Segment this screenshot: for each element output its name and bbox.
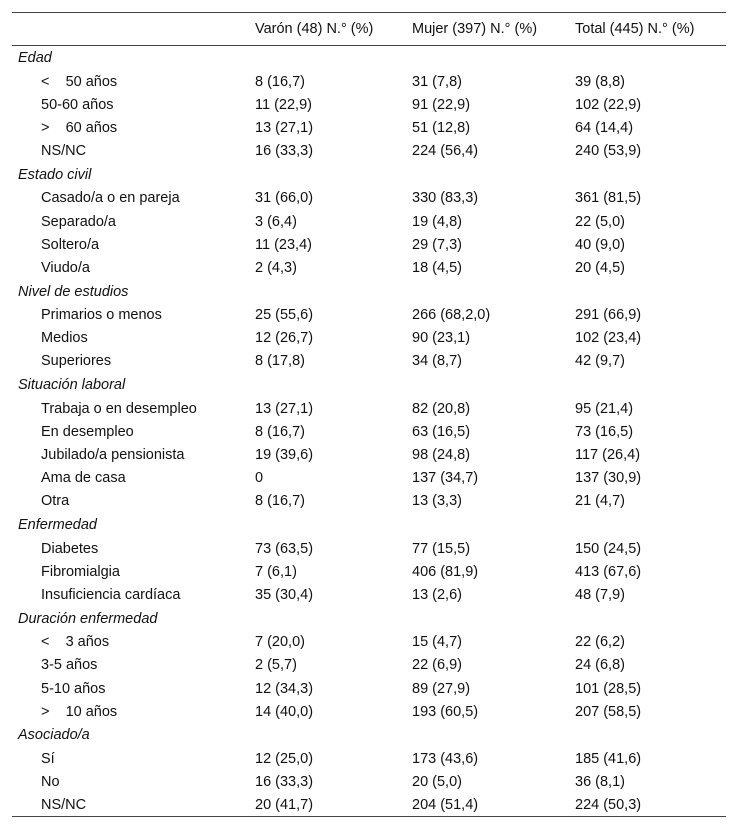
cell-total: 207 (58,5): [575, 703, 642, 720]
cell-varon: 12 (25,0): [255, 750, 314, 767]
cell-mujer: 89 (27,9): [412, 680, 471, 697]
cell-varon: 8 (16,7): [255, 73, 305, 90]
cell-varon: 25 (55,6): [255, 307, 314, 324]
table-row: [12, 443, 726, 466]
table-row: [12, 677, 726, 700]
cell-mujer: 82 (20,8): [412, 400, 471, 417]
cell-varon: 73 (63,5): [255, 540, 314, 557]
cell-varon: 16 (33,3): [255, 774, 314, 791]
cell-varon: 12 (26,7): [255, 330, 314, 347]
cell-total: 185 (41,6): [575, 750, 642, 767]
cell-total: 22 (5,0): [575, 213, 625, 230]
table-row: [12, 771, 726, 794]
cell-mujer: 77 (15,5): [412, 540, 471, 557]
cell-mujer: 22 (6,9): [412, 657, 462, 674]
table-row: [12, 187, 726, 210]
section-header-row: [12, 607, 726, 631]
table-row: [12, 794, 726, 817]
cell-varon: 2 (4,3): [255, 259, 297, 276]
table-row: [12, 304, 726, 327]
row-label: < 3 años: [41, 634, 110, 651]
table-row: [12, 93, 726, 116]
cell-varon: 7 (20,0): [255, 634, 305, 651]
row-label: En desempleo: [41, 423, 134, 440]
table-row: [12, 116, 726, 139]
row-label: > 10 años: [41, 703, 118, 720]
cell-mujer: 193 (60,5): [412, 703, 479, 720]
row-label: 3-5 años: [41, 657, 98, 674]
cell-total: 21 (4,7): [575, 493, 625, 510]
row-label: Diabetes: [41, 540, 99, 557]
cell-total: 224 (50,3): [575, 797, 642, 814]
section-title: Situación laboral: [18, 377, 126, 394]
cell-total: 20 (4,5): [575, 259, 625, 276]
section-title: Enfermedad: [18, 517, 97, 533]
row-label: 5-10 años: [41, 680, 106, 697]
cell-total: 102 (23,4): [575, 330, 642, 347]
table-header: [12, 13, 726, 46]
table-row: [12, 210, 726, 233]
header-label-column: [12, 13, 249, 46]
cell-varon: 11 (23,4): [255, 236, 312, 253]
cell-mujer: 266 (68,2,0): [412, 307, 491, 324]
section-title: Asociado/a: [18, 727, 90, 744]
cell-mujer: 20 (5,0): [412, 774, 462, 791]
row-label: Casado/a o en pareja: [41, 190, 180, 207]
cell-total: 137 (30,9): [575, 470, 642, 487]
table-row: [12, 256, 726, 279]
row-label: 50-60 años: [41, 96, 114, 113]
table-row: [12, 583, 726, 606]
cell-mujer: 98 (24,8): [412, 447, 471, 464]
cell-total: 413 (67,6): [575, 563, 642, 580]
row-label: Ama de casa: [41, 470, 126, 487]
row-label: Sí: [41, 750, 55, 767]
section-title: Estado civil: [18, 166, 92, 183]
table-row: [12, 631, 726, 654]
row-label: NS/NC: [41, 797, 87, 814]
cell-varon: 0: [255, 470, 264, 487]
table-row: [12, 654, 726, 677]
cell-mujer: 13 (3,3): [412, 493, 462, 510]
cell-mujer: 63 (16,5): [412, 423, 471, 440]
section-header-row: [12, 373, 726, 397]
cell-varon: 7 (6,1): [255, 563, 297, 580]
table-row: [12, 70, 726, 93]
table-row: [12, 350, 726, 373]
row-label: Otra: [41, 493, 70, 510]
row-label: Primarios o menos: [41, 307, 162, 324]
cell-total: 361 (81,5): [575, 190, 642, 207]
section-header-row: [12, 163, 726, 187]
cell-total: 36 (8,1): [575, 774, 625, 791]
cell-varon: 11 (22,9): [255, 96, 312, 113]
cell-total: 102 (22,9): [575, 96, 642, 113]
cell-total: 39 (8,8): [575, 73, 625, 90]
table-row: [12, 467, 726, 490]
cell-mujer: 18 (4,5): [412, 259, 462, 276]
cell-mujer: 19 (4,8): [412, 213, 462, 230]
cell-varon: 3 (6,4): [255, 213, 297, 230]
row-label: Medios: [41, 330, 88, 347]
table-row: [12, 560, 726, 583]
cell-total: 101 (28,5): [575, 680, 642, 697]
table-row: [12, 537, 726, 560]
table-container: [12, 12, 726, 817]
cell-total: 40 (9,0): [575, 236, 625, 253]
cell-total: 24 (6,8): [575, 657, 625, 674]
cell-mujer: 330 (83,3): [412, 190, 479, 207]
cell-mujer: 90 (23,1): [412, 330, 471, 347]
section-title: Nivel de estudios: [18, 283, 129, 300]
cell-varon: 8 (16,7): [255, 493, 305, 510]
section-header-row: [12, 723, 726, 747]
cell-varon: 14 (40,0): [255, 703, 314, 720]
section-title: Duración enfermedad: [18, 610, 158, 627]
cell-mujer: 204 (51,4): [412, 797, 479, 814]
cell-varon: 12 (34,3): [255, 680, 314, 697]
header-varon: Varón (48) N.° (%): [255, 21, 374, 37]
row-label: Viudo/a: [41, 259, 90, 276]
table-row: [12, 490, 726, 513]
table-row: [12, 747, 726, 770]
table-row: [12, 233, 726, 256]
cell-varon: 20 (41,7): [255, 797, 314, 814]
cell-mujer: 31 (7,8): [412, 73, 462, 90]
row-label: Fibromialgia: [41, 563, 120, 580]
cell-varon: 13 (27,1): [255, 400, 314, 417]
row-label: Trabaja o en desempleo: [41, 400, 197, 417]
row-label: Insuficiencia cardíaca: [41, 586, 181, 603]
cell-varon: 35 (30,4): [255, 586, 314, 603]
demographics-table: [12, 12, 726, 817]
row-label: Superiores: [41, 353, 112, 370]
cell-total: 95 (21,4): [575, 400, 634, 417]
cell-varon: 31 (66,0): [255, 190, 314, 207]
cell-varon: 13 (27,1): [255, 119, 314, 136]
row-label: NS/NC: [41, 143, 87, 160]
cell-mujer: 51 (12,8): [412, 119, 471, 136]
section-header-row: [12, 46, 726, 71]
table-row: [12, 327, 726, 350]
cell-varon: 19 (39,6): [255, 447, 314, 464]
cell-mujer: 406 (81,9): [412, 563, 479, 580]
table-row: [12, 700, 726, 723]
header-total: Total (445) N.° (%): [575, 21, 695, 37]
cell-total: 22 (6,2): [575, 634, 625, 651]
table-body: [12, 46, 726, 817]
cell-total: 240 (53,9): [575, 143, 642, 160]
cell-total: 73 (16,5): [575, 423, 634, 440]
cell-total: 150 (24,5): [575, 540, 642, 557]
section-header-row: [12, 280, 726, 304]
table-row: [12, 140, 726, 163]
cell-total: 291 (66,9): [575, 307, 642, 324]
table-row: [12, 420, 726, 443]
header-row: [12, 13, 726, 46]
cell-mujer: 13 (2,6): [412, 586, 462, 603]
cell-varon: 2 (5,7): [255, 657, 297, 674]
cell-varon: 8 (16,7): [255, 423, 305, 440]
cell-total: 42 (9,7): [575, 353, 625, 370]
row-label: Jubilado/a pensionista: [41, 447, 185, 464]
header-mujer: Mujer (397) N.° (%): [412, 21, 538, 37]
cell-mujer: 224 (56,4): [412, 143, 479, 160]
cell-mujer: 137 (34,7): [412, 470, 479, 487]
cell-total: 117 (26,4): [575, 447, 641, 464]
cell-varon: 8 (17,8): [255, 353, 305, 370]
section-header-row: [12, 513, 726, 537]
table-row: [12, 397, 726, 420]
cell-mujer: 173 (43,6): [412, 750, 479, 767]
row-label: Soltero/a: [41, 236, 100, 253]
cell-mujer: 15 (4,7): [412, 634, 462, 651]
row-label: Separado/a: [41, 213, 116, 230]
cell-mujer: 29 (7,3): [412, 236, 462, 253]
row-label: No: [41, 774, 60, 791]
cell-mujer: 91 (22,9): [412, 96, 471, 113]
cell-total: 64 (14,4): [575, 119, 634, 136]
section-title: Edad: [18, 50, 52, 66]
row-label: < 50 años: [41, 73, 118, 90]
row-label: > 60 años: [41, 119, 118, 136]
cell-total: 48 (7,9): [575, 586, 625, 603]
cell-varon: 16 (33,3): [255, 143, 314, 160]
cell-mujer: 34 (8,7): [412, 353, 462, 370]
